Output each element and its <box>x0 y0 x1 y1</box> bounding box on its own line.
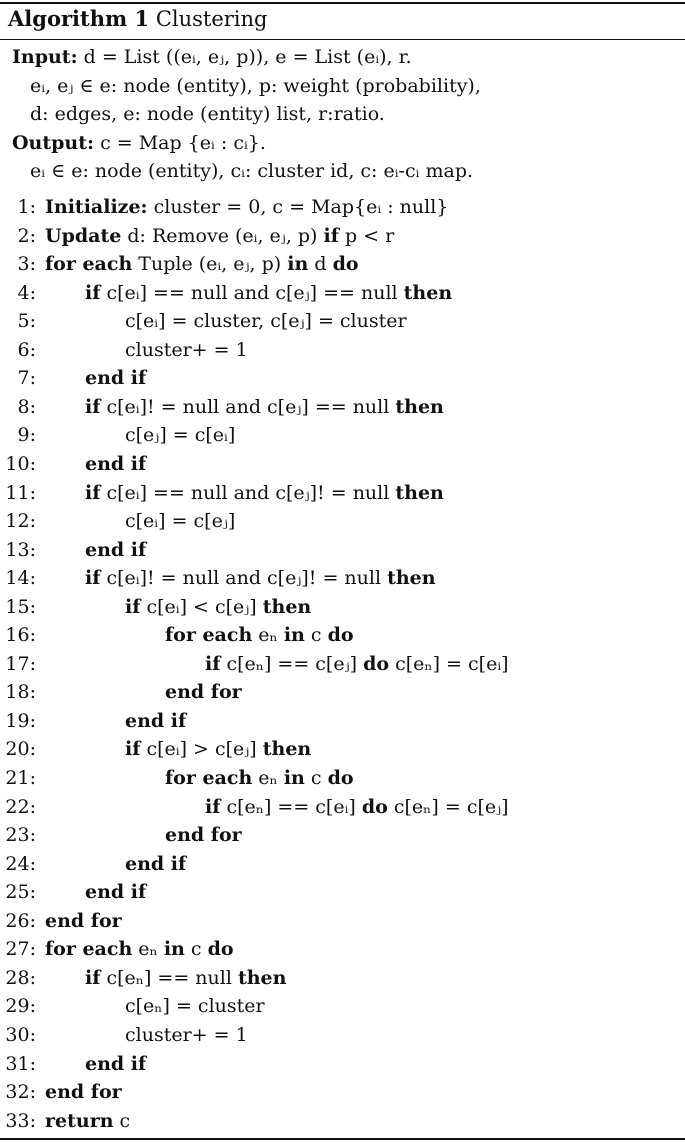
caption-rule <box>0 39 685 40</box>
caption-title: Clustering <box>155 7 268 31</box>
line-code: end if <box>85 1052 147 1075</box>
line-code: end for <box>165 824 242 847</box>
line-number: 11: <box>5 481 36 504</box>
line-code: Update d: Remove (eᵢ, eⱼ, p) if p < r <box>45 224 395 247</box>
line-number: 14: <box>5 567 36 590</box>
io-label: Input: <box>12 46 78 68</box>
line-code: end for <box>45 909 122 932</box>
line-code: end if <box>85 452 147 475</box>
line-code: if c[eᵢ] == null and c[eⱼ]! = null then <box>85 481 444 504</box>
line-code: c[eᵢ] = c[eⱼ] <box>125 510 236 533</box>
line-number: 30: <box>5 1023 36 1046</box>
line-code: for each eₙ in c do <box>165 624 354 647</box>
line-code: if c[eᵢ]! = null and c[eⱼ]! = null then <box>85 567 436 590</box>
line-code: cluster+ = 1 <box>125 1023 248 1046</box>
line-number: 10: <box>5 452 36 475</box>
line-number: 22: <box>5 795 36 818</box>
line-code: end for <box>165 681 242 704</box>
line-code: return c <box>45 1109 131 1132</box>
line-number: 1: <box>17 196 36 218</box>
line-number: 32: <box>5 1081 36 1104</box>
line-code: c[eⱼ] = c[eᵢ] <box>125 424 236 447</box>
line-number: 13: <box>5 538 36 561</box>
io-text: c = Map {eᵢ : cᵢ}. <box>94 131 266 154</box>
line-number: 20: <box>5 738 36 761</box>
line-code: for each eₙ in c do <box>45 938 234 961</box>
line-number: 33: <box>5 1109 36 1132</box>
line-code: if c[eₙ] == null then <box>85 966 287 989</box>
line-code: if c[eᵢ] < c[eⱼ] then <box>125 595 312 618</box>
io-text: d: edges, e: node (entity) list, r:ratio. <box>30 103 385 126</box>
line-number: 26: <box>5 909 36 932</box>
top-rule <box>0 2 685 4</box>
io-text: d = List ((eᵢ, eⱼ, p)), e = List (eᵢ), r. <box>77 46 412 68</box>
line-number: 19: <box>5 709 36 732</box>
line-number: 17: <box>5 652 36 675</box>
line-number: 12: <box>5 510 36 533</box>
line-number: 9: <box>17 424 36 447</box>
line-code: if c[eₙ] == c[eⱼ] do c[eₙ] = c[eᵢ] <box>205 652 509 675</box>
line-number: 5: <box>17 310 36 333</box>
line-code: end if <box>125 852 187 875</box>
line-number: 3: <box>17 253 36 276</box>
line-number: 31: <box>5 1052 36 1075</box>
line-number: 7: <box>17 367 36 390</box>
line-number: 15: <box>5 595 36 618</box>
line-number: 21: <box>5 767 36 789</box>
line-code: end if <box>85 367 147 390</box>
io-description <box>30 158 473 184</box>
algorithm-caption <box>8 6 268 31</box>
line-code: if c[eᵢ] > c[eⱼ] then <box>125 738 312 761</box>
line-number: 29: <box>5 995 36 1018</box>
line-code: end if <box>125 709 187 732</box>
line-code: end for <box>45 1081 122 1104</box>
line-number: 16: <box>5 624 36 647</box>
io-text: eᵢ, eⱼ ∈ e: node (entity), p: weight (probability), <box>30 74 481 97</box>
line-code: cluster+ = 1 <box>125 338 248 361</box>
line-code: c[eᵢ] = cluster, c[eⱼ] = cluster <box>125 310 407 333</box>
line-number: 25: <box>5 881 36 904</box>
line-code: end if <box>85 538 147 561</box>
line-code: if c[eₙ] == c[eᵢ] do c[eₙ] = c[eⱼ] <box>205 795 509 818</box>
line-code: Initialize: cluster = 0, c = Map{eᵢ : null} <box>45 196 449 218</box>
input-spec <box>12 44 412 70</box>
line-number: 18: <box>5 681 36 704</box>
output-spec <box>12 130 266 156</box>
line-code: if c[eᵢ]! = null and c[eⱼ] == null then <box>85 395 444 418</box>
io-description <box>30 73 481 99</box>
line-number: 2: <box>17 224 36 247</box>
line-number: 8: <box>17 395 36 418</box>
line-number: 24: <box>5 852 36 875</box>
io-description <box>30 101 385 127</box>
line-number: 28: <box>5 966 36 989</box>
line-number: 6: <box>17 338 36 361</box>
io-label: Output: <box>12 131 95 154</box>
line-code: for each Tuple (eᵢ, eⱼ, p) in d do <box>45 253 359 276</box>
line-code: if c[eᵢ] == null and c[eⱼ] == null then <box>85 281 453 304</box>
line-code: for each eₙ in c do <box>165 767 354 789</box>
io-text: eᵢ ∈ e: node (entity), cᵢ: cluster id, c: eᵢ-cᵢ map. <box>30 160 474 183</box>
line-number: 27: <box>5 938 36 961</box>
line-code: c[eₙ] = cluster <box>125 995 265 1018</box>
line-number: 4: <box>17 281 36 304</box>
line-code: end if <box>85 881 147 904</box>
caption-label: Algorithm 1 <box>8 6 150 31</box>
line-number: 23: <box>5 824 36 847</box>
bottom-rule <box>0 1138 685 1140</box>
